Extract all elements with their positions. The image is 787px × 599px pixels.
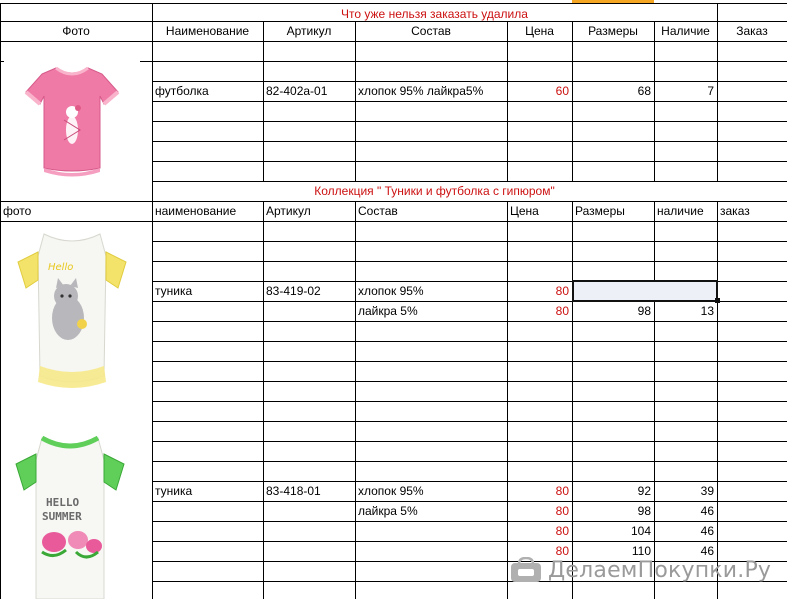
shopping-bag-icon	[510, 557, 542, 583]
section-title-removed: Что уже нельзя заказать удалила	[341, 7, 528, 21]
watermark-text: ДелаемПокупки.Ру	[548, 557, 772, 583]
col2-header-photo[interactable]: фото	[3, 204, 32, 218]
col2-header-stock[interactable]: наличие	[657, 204, 704, 218]
item2-price-1[interactable]: 80	[555, 284, 569, 298]
selected-column-indicator	[572, 0, 654, 3]
item3-stock-2[interactable]: 46	[700, 504, 714, 518]
item3-stock-3[interactable]: 46	[700, 524, 714, 538]
section-title-collection: Коллекция " Туники и футболка с гипюром"	[314, 184, 555, 198]
tunic-kitten-photo	[8, 226, 136, 394]
item3-price-4[interactable]: 80	[555, 544, 569, 558]
col-header-name[interactable]: Наименование	[165, 24, 250, 38]
item2-price-2[interactable]: 80	[555, 304, 569, 318]
item3-price-1[interactable]: 80	[555, 484, 569, 498]
col-header-order[interactable]: Заказ	[736, 24, 768, 38]
col2-header-article[interactable]: Артикул	[266, 204, 311, 218]
col2-header-price[interactable]: Цена	[510, 204, 539, 218]
col-header-article[interactable]: Артикул	[286, 24, 332, 38]
item1-size[interactable]: 68	[637, 84, 651, 98]
col-header-stock[interactable]: Наличие	[661, 24, 710, 38]
col-header-photo[interactable]: Фото	[62, 24, 90, 38]
svg-text:Hello: Hello	[48, 262, 74, 273]
item2-size-2[interactable]: 98	[637, 304, 651, 318]
item3-price-3[interactable]: 80	[555, 524, 569, 538]
item1-article[interactable]: 82-402а-01	[266, 84, 328, 98]
col-header-sizes[interactable]: Размеры	[588, 24, 638, 38]
item3-price-2[interactable]: 80	[555, 504, 569, 518]
item2-article[interactable]: 83-419-02	[266, 284, 321, 298]
tunic-hello-summer-photo	[6, 430, 134, 599]
watermark	[510, 556, 771, 584]
item3-size-2[interactable]: 98	[637, 504, 651, 518]
item1-stock[interactable]: 7	[707, 84, 714, 98]
svg-text:HELLO: HELLO	[46, 496, 80, 509]
item2-composition-1[interactable]: хлопок 95%	[358, 284, 424, 298]
col2-header-name[interactable]: наименование	[155, 204, 237, 218]
active-cell-border[interactable]	[572, 280, 718, 302]
col-header-composition[interactable]: Состав	[411, 24, 451, 38]
item3-composition-2[interactable]: лайкра 5%	[358, 504, 418, 518]
item1-composition[interactable]: хлопок 95% лайкра5%	[358, 84, 484, 98]
item2-composition-2[interactable]: лайкра 5%	[358, 304, 418, 318]
item2-stock-2[interactable]: 13	[700, 304, 714, 318]
item3-size-3[interactable]: 104	[630, 524, 651, 538]
item3-size-1[interactable]: 92	[637, 484, 651, 498]
item3-article[interactable]: 83-418-01	[266, 484, 321, 498]
item3-stock-1[interactable]: 39	[700, 484, 714, 498]
col-header-price[interactable]: Цена	[525, 24, 554, 38]
col2-header-sizes[interactable]: Размеры	[575, 204, 625, 218]
item1-name[interactable]: футболка	[155, 84, 209, 98]
item3-stock-4[interactable]: 46	[700, 544, 714, 558]
tshirt-photo	[4, 60, 140, 182]
item2-name[interactable]: туника	[155, 284, 193, 298]
item3-size-4[interactable]: 110	[631, 544, 651, 558]
item3-name[interactable]: туника	[155, 484, 193, 498]
item1-price[interactable]: 60	[555, 84, 569, 98]
col2-header-order[interactable]: заказ	[720, 204, 750, 218]
col2-header-composition[interactable]: Состав	[358, 204, 398, 218]
item3-composition-1[interactable]: хлопок 95%	[358, 484, 424, 498]
svg-text:SUMMER: SUMMER	[42, 510, 82, 523]
